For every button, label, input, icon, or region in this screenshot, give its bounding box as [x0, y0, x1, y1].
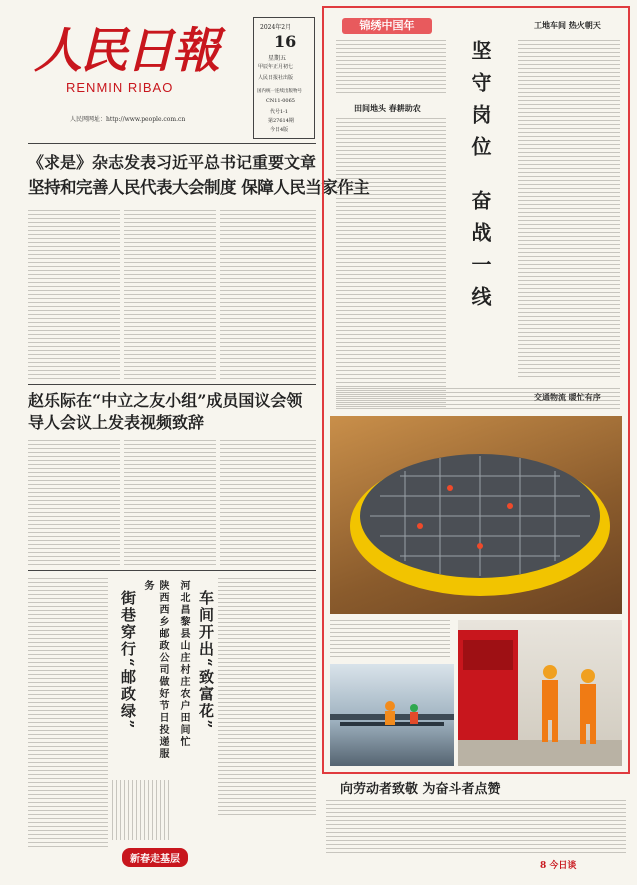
new-year-tag: 新春走基层: [122, 848, 188, 867]
kicker: 《求是》杂志发表习近平总书记重要文章: [28, 153, 317, 172]
bottom-right-headline: 向劳动者致敬 为奋斗者点赞: [340, 782, 501, 797]
article-body: [336, 118, 446, 410]
headline-vertical-flower: 车间开出“致富花”: [197, 590, 215, 731]
article-body: [28, 578, 108, 848]
masthead-pinyin: RENMIN RIBAO: [66, 80, 174, 95]
firefighters-graphic: [458, 620, 622, 766]
headline-1: 坚持和完善人民代表大会制度 保障人民当家作主: [28, 178, 370, 197]
rebar-structure-graphic: [330, 416, 622, 614]
date-label: 2024年2月: [260, 24, 292, 31]
sub-head-logistics: 交通物流 暖忙有序: [534, 392, 601, 402]
edition: 第27614期: [268, 118, 294, 124]
pages: 今日4版: [270, 127, 289, 133]
rule: [28, 384, 316, 385]
publisher: 人民日报社出版: [258, 75, 294, 81]
article-body: [336, 40, 446, 95]
masthead-url: 人民网网址：http://www.people.com.cn: [70, 116, 186, 123]
article-body: [218, 578, 316, 818]
today-column-label: 8 今日谈: [540, 861, 577, 871]
article-body: [28, 440, 120, 565]
construction-photo: [330, 416, 622, 614]
feature-title-a: 坚守岗位: [468, 40, 492, 168]
date-box: [253, 17, 315, 139]
masthead-title: 人民日報: [34, 23, 219, 79]
issn: 国内统一连续出版物号: [257, 89, 302, 94]
sub-headline-vertical: 陕西西乡邮政公司做好节日投递服务: [142, 580, 168, 760]
workers-photo: [330, 664, 454, 766]
rule: [28, 143, 316, 144]
article-body: [124, 440, 216, 565]
article-body: [220, 210, 316, 380]
date-weekday: 星期五: [268, 55, 287, 62]
feature-frame: [322, 6, 630, 774]
photo-caption: [330, 620, 450, 660]
cn-number: CN11-0065: [266, 98, 295, 104]
article-body: [112, 780, 172, 840]
article-body: [220, 440, 316, 565]
article-body: [518, 40, 620, 380]
feature-title-b: 奋战一线: [468, 190, 492, 318]
article-body: [28, 210, 120, 380]
headline-2: 赵乐际在“中立之友小组”成员国议会领导人会议上发表视频致辞: [28, 391, 303, 432]
feature-byline: 工地车间 热火朝天: [534, 20, 601, 30]
workers-graphic: [330, 664, 454, 766]
article-body: [336, 388, 620, 410]
headline-vertical-postal: 街巷穿行“邮政绿”: [119, 590, 137, 731]
date-lunar: 甲辰年正月初七: [258, 64, 294, 70]
sub-headline-vertical-2: 河北昌黎县山庄村庄农户田间忙: [178, 580, 189, 748]
date-day: 16: [274, 32, 297, 51]
article-body: [326, 800, 626, 855]
sub-head-fields: 田间地头 春耕助农: [354, 103, 421, 113]
feature-banner: 锦绣中国年: [342, 18, 432, 34]
issue-code: 代号1-1: [270, 109, 289, 115]
firefighters-photo: [458, 620, 622, 766]
article-body: [124, 210, 216, 380]
masthead: [30, 10, 230, 123]
rule: [28, 570, 316, 571]
